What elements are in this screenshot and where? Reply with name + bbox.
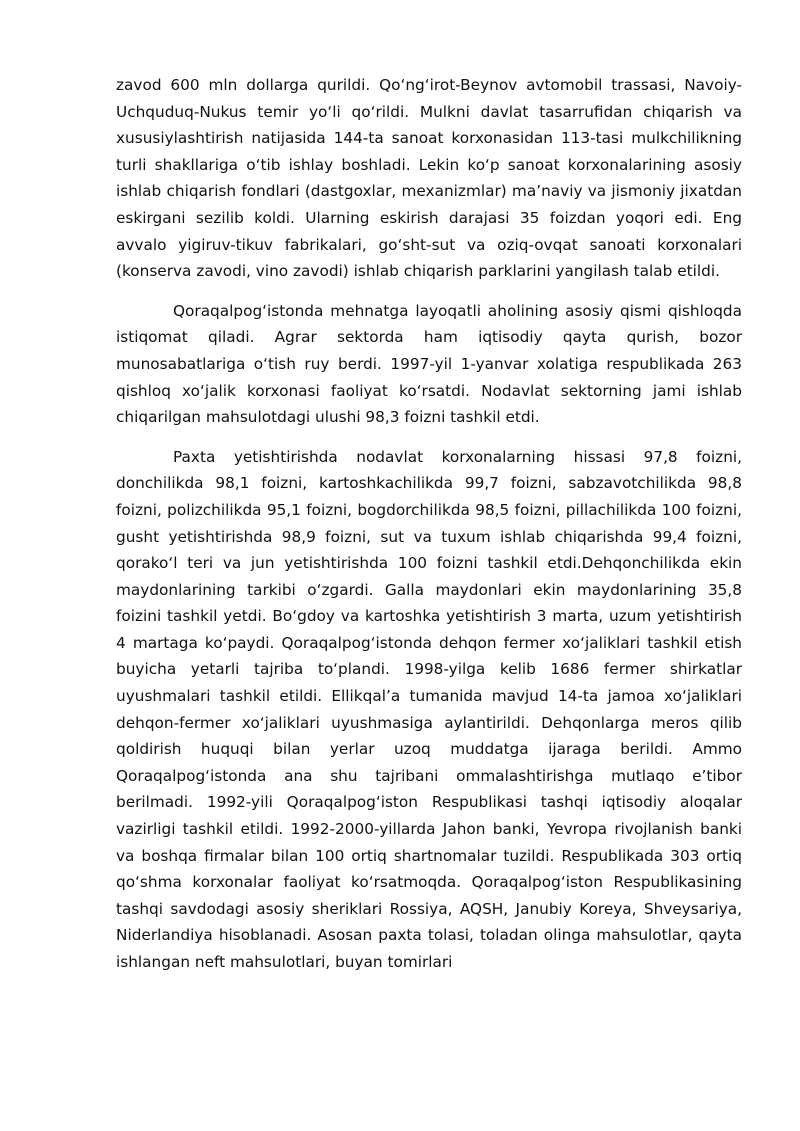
document-page [116,72,742,976]
paragraph-industry: zavod 600 mln dollarga qurildi. Qo‘ng‘irot-Beynov avtomobil trassasi, Navoiy- Uchquduq-Nukus temir yo‘li qo‘rildi. Mulkni davlat tasarrufidan chiqarish va xususiylashtirish natijasida 144-ta sanoat korxonasidan 113-tasi mulkchilikning turli shakllariga o‘tib ishlay boshladi. Lekin ko‘p sanoat korxonalarining asosiy ishlab chiqarish fondlari (dastgoxlar, mexanizmlar) ma’naviy va jismoniy jixatdan eskirgani sezilib koldi. Ularning eskirish darajasi 35 foizdan yoqori edi. Eng avvalo yigiruv-tikuv fabrikalari, go‘sht-sut va oziq-ovqat sanoati korxonalari (konserva zavodi, vino zavodi) ishlab chiqarish parklarini yangilash talab etildi. [116,76,742,281]
paragraph-farming-trade: Paxta yetishtirishda nodavlat korxonalarning hissasi 97,8 foizni, donchilikda 98,1 foizni, kartoshkachilikda 99,7 foizni, sabzavotchilikda 98,8 foizni, polizchilikda 95,1 foizni, bogdorchilikda 98,5 foizni, pillachilikda 100 foizni, gusht yetishtirishda 98,9 foizni, sut va tuxum ishlab chiqarishda 99,4 foizni, qorako‘l teri va jun yetishtirishda 100 foizni tashkil etdi.Dehqonchilikda ekin maydonlarining tarkibi o‘zgardi. Galla maydonlari ekin maydonlarining 35,8 foizini tashkil yetdi. Bo‘gdoy va kartoshka yetishtirish 3 marta, uzum yetishtirish 4 martaga ko‘paydi. Qoraqalpog‘istonda dehqon fermer xo‘jaliklari tashkil etish buyicha yetarli tajriba to‘plandi. 1998-yilga kelib 1686 fermer shirkatlar uyushmalari tashkil etildi. Ellikqal’a tumanida mavjud 14-ta jamoa xo‘jaliklari dehqon-fermer xo‘jaliklari uyushmasiga aylantirildi. Dehqonlarga meros qilib qoldirish huquqi bilan yerlar uzoq muddatga ijaraga berildi. Ammo Qoraqalpog‘istonda ana shu tajribani ommalashtirishga mutlaqo e’tibor berilmadi. 1992-yili Qoraqalpog‘iston Respublikasi tashqi iqtisodiy aloqalar vazirligi tashkil etildi. 1992-2000-yillarda Jahon banki, Yevropa rivojlanish banki va boshqa firmalar bilan 100 ortiq shartnomalar tuzildi. Respublikada 303 ortiq qo‘shma korxonalar faoliyat ko‘rsatmoqda. Qoraqalpog‘iston Respublikasining tashqi savdodagi asosiy sheriklari Rossiya, AQSH, Janubiy Koreya, Shveysariya, Niderlandiya hisoblanadi. Asosan paxta tolasi, toladan olinga mahsulotlar, qayta ishlangan neft mahsulotlari, buyan tomirlari [116,447,742,971]
paragraph-agriculture: Qoraqalpog‘istonda mehnatga layoqatli aholining asosiy qismi qishloqda istiqomat qiladi. Agrar sektorda ham iqtisodiy qayta qurish, bozor munosabatlariga o‘tish ruy berdi. 1997-yil 1-yanvar xolatiga respublikada 263 qishloq xo‘jalik korxonasi faoliyat ko‘rsatdi. Nodavlat sektorning jami ishlab chiqarilgan mahsulotdagi ulushi 98,3 foizni tashkil etdi. [116,301,742,427]
